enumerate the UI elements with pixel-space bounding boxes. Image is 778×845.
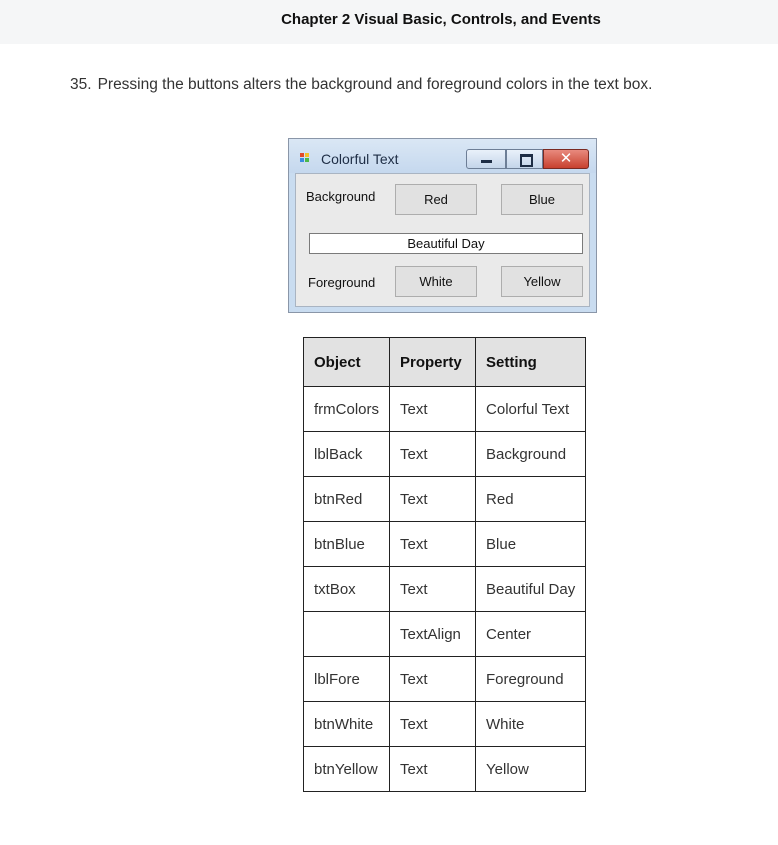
app-icon	[300, 153, 310, 163]
table-row	[304, 747, 586, 792]
maximize-button[interactable]	[506, 149, 543, 169]
cell-setting: Red	[476, 477, 586, 522]
exercise-text: Pressing the buttons alters the background and foreground colors in the text box.	[97, 76, 653, 93]
blue-button[interactable]: Blue	[501, 184, 583, 215]
cell-property: Text	[390, 657, 476, 702]
table-row	[304, 387, 586, 432]
cell-setting: White	[476, 702, 586, 747]
minimize-button[interactable]	[466, 149, 506, 169]
window-titlebar[interactable]	[289, 139, 596, 173]
window-title: Colorful Text	[321, 151, 399, 167]
cell-setting: Center	[476, 612, 586, 657]
table-row	[304, 522, 586, 567]
text-box[interactable]: Beautiful Day	[309, 233, 583, 254]
background-label: Background	[306, 189, 376, 204]
yellow-button[interactable]: Yellow	[501, 266, 583, 297]
header-object: Object	[304, 338, 390, 387]
table-row	[304, 702, 586, 747]
cell-object: lblFore	[304, 657, 390, 702]
cell-setting: Blue	[476, 522, 586, 567]
cell-object	[304, 612, 390, 657]
cell-object: txtBox	[304, 567, 390, 612]
foreground-label: Foreground	[308, 275, 376, 290]
cell-property: Text	[390, 432, 476, 477]
cell-object: lblBack	[304, 432, 390, 477]
table-row	[304, 612, 586, 657]
cell-object: btnWhite	[304, 702, 390, 747]
exercise-statement	[70, 76, 652, 94]
cell-property: TextAlign	[390, 612, 476, 657]
cell-property: Text	[390, 477, 476, 522]
close-icon: ✕	[559, 150, 573, 167]
properties-table	[303, 337, 586, 792]
table-header-row	[304, 338, 586, 387]
cell-setting: Yellow	[476, 747, 586, 792]
form-client-area	[295, 173, 590, 307]
cell-property: Text	[390, 567, 476, 612]
table-row	[304, 432, 586, 477]
close-button[interactable]	[543, 149, 589, 169]
table-row	[304, 657, 586, 702]
cell-object: btnYellow	[304, 747, 390, 792]
form-window	[288, 138, 597, 313]
cell-property: Text	[390, 747, 476, 792]
cell-setting: Colorful Text	[476, 387, 586, 432]
cell-object: btnBlue	[304, 522, 390, 567]
exercise-number: 35.	[70, 76, 92, 93]
cell-property: Text	[390, 522, 476, 567]
table-row	[304, 567, 586, 612]
cell-object: frmColors	[304, 387, 390, 432]
minimize-icon	[481, 160, 492, 163]
white-button[interactable]: White	[395, 266, 477, 297]
cell-object: btnRed	[304, 477, 390, 522]
cell-property: Text	[390, 387, 476, 432]
cell-setting: Foreground	[476, 657, 586, 702]
chapter-header	[0, 0, 778, 44]
header-property: Property	[390, 338, 476, 387]
maximize-icon	[520, 154, 533, 167]
chapter-title: Chapter 2 Visual Basic, Controls, and Events	[281, 11, 601, 28]
cell-property: Text	[390, 702, 476, 747]
cell-setting: Beautiful Day	[476, 567, 586, 612]
cell-setting: Background	[476, 432, 586, 477]
red-button[interactable]: Red	[395, 184, 477, 215]
header-setting: Setting	[476, 338, 586, 387]
table-row	[304, 477, 586, 522]
